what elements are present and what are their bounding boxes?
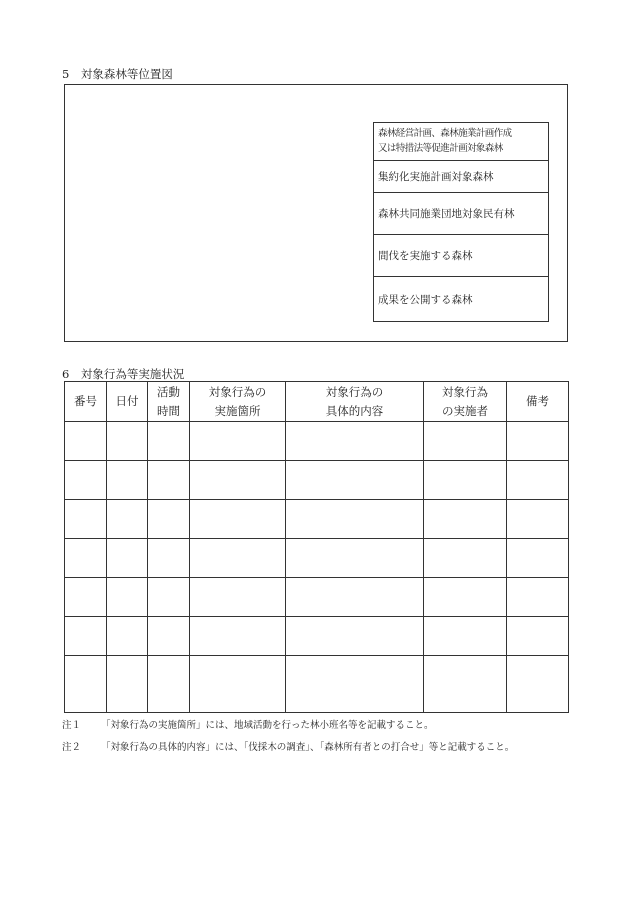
legend-item-label: 集約化実施計画対象森林 <box>378 171 494 183</box>
cell-number[interactable] <box>65 461 107 500</box>
cell-location[interactable] <box>190 656 286 713</box>
cell-date[interactable] <box>107 656 148 713</box>
cell-location[interactable] <box>190 578 286 617</box>
table-row <box>65 422 569 461</box>
table-row <box>65 500 569 539</box>
legend-item-thinning-forest <box>374 235 548 277</box>
legend-item-label: 森林共同施業団地対象民有林 <box>378 208 515 220</box>
cell-details[interactable] <box>286 422 424 461</box>
cell-location[interactable] <box>190 461 286 500</box>
cell-remarks[interactable] <box>507 461 569 500</box>
legend-item-consolidation-forest <box>374 161 548 193</box>
cell-number[interactable] <box>65 578 107 617</box>
legend-item-management-plan-forest <box>374 123 548 161</box>
cell-location[interactable] <box>190 422 286 461</box>
cell-date[interactable] <box>107 539 148 578</box>
legend-item-label: 間伐を実施する森林 <box>378 250 473 262</box>
table-row <box>65 617 569 656</box>
section-6-title: 6 対象行為等実施状況 <box>62 367 185 381</box>
column-header-location: 対象行為の 実施箇所 <box>190 382 286 422</box>
cell-number[interactable] <box>65 617 107 656</box>
cell-date[interactable] <box>107 578 148 617</box>
cell-activity-time[interactable] <box>148 461 190 500</box>
note-label: 注２ <box>62 742 82 753</box>
legend-item-public-forest <box>374 277 548 321</box>
column-header-remarks: 備考 <box>507 382 569 422</box>
legend-item-label-line2: 又は特措法等促進計画対象森林 <box>378 143 503 154</box>
table-row <box>65 656 569 713</box>
cell-executor[interactable] <box>424 500 507 539</box>
cell-date[interactable] <box>107 422 148 461</box>
cell-executor[interactable] <box>424 578 507 617</box>
table-header-row <box>65 382 569 422</box>
note-2 <box>62 739 514 753</box>
cell-activity-time[interactable] <box>148 578 190 617</box>
legend-item-label: 成果を公開する森林 <box>378 293 473 306</box>
note-label: 注１ <box>62 720 82 731</box>
cell-date[interactable] <box>107 617 148 656</box>
note-text: 「対象行為の実施箇所」には、地域活動を行った林小班名等を記載すること。 <box>101 720 434 731</box>
cell-activity-time[interactable] <box>148 500 190 539</box>
section-5-title: 5 対象森林等位置図 <box>62 67 173 81</box>
activity-table <box>64 381 569 713</box>
cell-details[interactable] <box>286 656 424 713</box>
cell-details[interactable] <box>286 578 424 617</box>
cell-details[interactable] <box>286 617 424 656</box>
cell-number[interactable] <box>65 422 107 461</box>
cell-executor[interactable] <box>424 539 507 578</box>
cell-executor[interactable] <box>424 461 507 500</box>
cell-remarks[interactable] <box>507 656 569 713</box>
table-row <box>65 578 569 617</box>
cell-details[interactable] <box>286 500 424 539</box>
cell-location[interactable] <box>190 539 286 578</box>
cell-remarks[interactable] <box>507 422 569 461</box>
cell-executor[interactable] <box>424 656 507 713</box>
column-header-executor: 対象行為 の実施者 <box>424 382 507 422</box>
legend-item-label: 森林経営計画、森林施業計画作成 <box>378 128 512 139</box>
cell-activity-time[interactable] <box>148 539 190 578</box>
cell-executor[interactable] <box>424 617 507 656</box>
cell-remarks[interactable] <box>507 617 569 656</box>
cell-date[interactable] <box>107 461 148 500</box>
table-row <box>65 539 569 578</box>
cell-number[interactable] <box>65 539 107 578</box>
cell-remarks[interactable] <box>507 500 569 539</box>
cell-remarks[interactable] <box>507 578 569 617</box>
cell-location[interactable] <box>190 500 286 539</box>
cell-number[interactable] <box>65 656 107 713</box>
cell-activity-time[interactable] <box>148 656 190 713</box>
column-header-number: 番号 <box>65 382 107 422</box>
table-row <box>65 461 569 500</box>
cell-details[interactable] <box>286 539 424 578</box>
cell-activity-time[interactable] <box>148 422 190 461</box>
note-1 <box>62 717 434 731</box>
cell-activity-time[interactable] <box>148 617 190 656</box>
column-header-date: 日付 <box>107 382 148 422</box>
map-legend <box>373 122 549 322</box>
cell-location[interactable] <box>190 617 286 656</box>
note-text: 「対象行為の具体的内容」には、「伐採木の調査」、「森林所有者との打合せ」等と記載すること。 <box>101 742 515 753</box>
column-header-details: 対象行為の 具体的内容 <box>286 382 424 422</box>
column-header-activity-time: 活動 時間 <box>148 382 190 422</box>
cell-details[interactable] <box>286 461 424 500</box>
cell-number[interactable] <box>65 500 107 539</box>
cell-date[interactable] <box>107 500 148 539</box>
cell-executor[interactable] <box>424 422 507 461</box>
cell-remarks[interactable] <box>507 539 569 578</box>
legend-item-joint-forest <box>374 193 548 235</box>
